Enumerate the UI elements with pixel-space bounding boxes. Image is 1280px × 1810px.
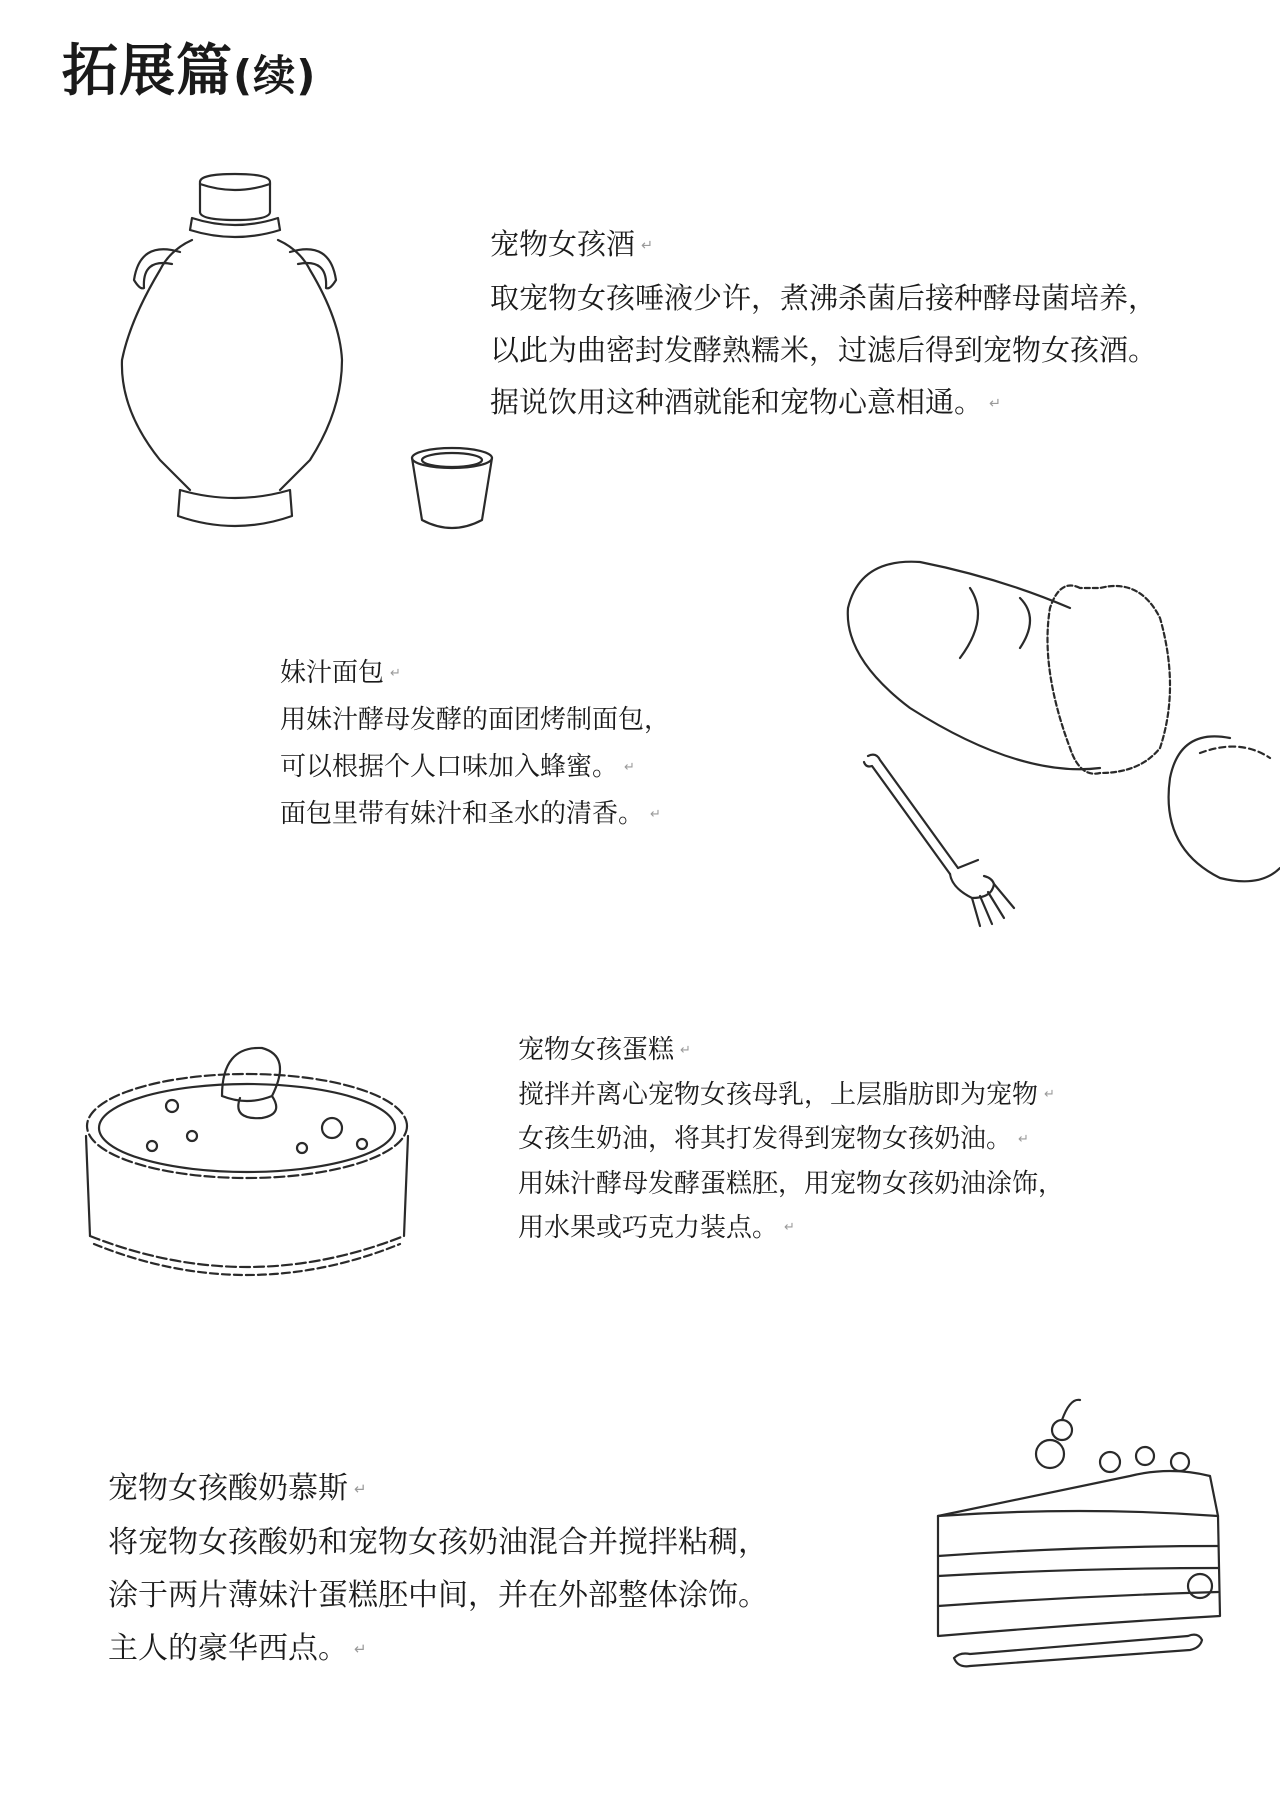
cake-illustration bbox=[72, 1036, 432, 1286]
wine-cup-illustration bbox=[404, 444, 504, 534]
paragraph-mark: ↵ bbox=[1044, 1087, 1055, 1102]
section-line: 女孩生奶油，将其打发得到宠物女孩奶油。 ↵ bbox=[518, 1124, 1029, 1154]
section-line: 取宠物女孩唾液少许，煮沸杀菌后接种酵母菌培养， bbox=[490, 281, 1158, 315]
section-line: 据说饮用这种酒就能和宠物心意相通。 ↵ bbox=[490, 385, 1002, 419]
section-heading: 宠物女孩酸奶慕斯 ↵ bbox=[108, 1471, 367, 1506]
section-heading: 妹汁面包 ↵ bbox=[280, 658, 401, 688]
paragraph-mark: ↵ bbox=[650, 807, 661, 822]
wine-jar-illustration bbox=[120, 170, 400, 540]
section-line: 将宠物女孩酸奶和宠物女孩奶油混合并搅拌粘稠， bbox=[108, 1525, 768, 1560]
section-bread bbox=[280, 650, 670, 838]
section-heading: 宠物女孩蛋糕 ↵ bbox=[518, 1035, 691, 1065]
section-cake bbox=[518, 1028, 1064, 1250]
paragraph-mark: ↵ bbox=[641, 238, 654, 254]
paragraph-mark: ↵ bbox=[354, 1480, 367, 1498]
title-suffix: (续) bbox=[233, 51, 317, 100]
section-line: 用妹汁酵母发酵的面团烤制面包， bbox=[280, 705, 671, 735]
section-line: 用妹汁酵母发酵蛋糕胚，用宠物女孩奶油涂饰， bbox=[518, 1168, 1065, 1199]
title-main: 拓展篇 bbox=[62, 39, 233, 104]
paragraph-mark: ↵ bbox=[680, 1042, 691, 1058]
section-heading: 宠物女孩酒 ↵ bbox=[490, 227, 654, 261]
section-line: 面包里带有妹汁和圣水的清香。 ↵ bbox=[280, 799, 661, 829]
section-line: 用水果或巧克力装点。 ↵ bbox=[518, 1212, 795, 1243]
fork-icon bbox=[862, 748, 1022, 928]
mousse-slice-illustration bbox=[930, 1396, 1240, 1686]
paragraph-mark: ↵ bbox=[989, 396, 1002, 412]
paragraph-mark: ↵ bbox=[354, 1640, 367, 1658]
section-wine bbox=[490, 218, 1157, 430]
section-line: 涂于两片薄妹汁蛋糕胚中间，并在外部整体涂饰。 bbox=[108, 1578, 768, 1613]
paragraph-mark: ↵ bbox=[784, 1220, 795, 1235]
section-mousse bbox=[108, 1462, 768, 1676]
paragraph-mark: ↵ bbox=[390, 666, 401, 681]
section-line: 可以根据个人口味加入蜂蜜。 ↵ bbox=[280, 752, 635, 782]
paragraph-mark: ↵ bbox=[624, 760, 635, 775]
page-title bbox=[62, 40, 316, 104]
section-line: 主人的豪华西点。 ↵ bbox=[108, 1631, 367, 1666]
paragraph-mark: ↵ bbox=[1018, 1131, 1029, 1147]
section-line: 搅拌并离心宠物女孩母乳，上层脂肪即为宠物 ↵ bbox=[518, 1079, 1055, 1110]
section-line: 以此为曲密封发酵熟糯米，过滤后得到宠物女孩酒。 bbox=[490, 333, 1158, 367]
